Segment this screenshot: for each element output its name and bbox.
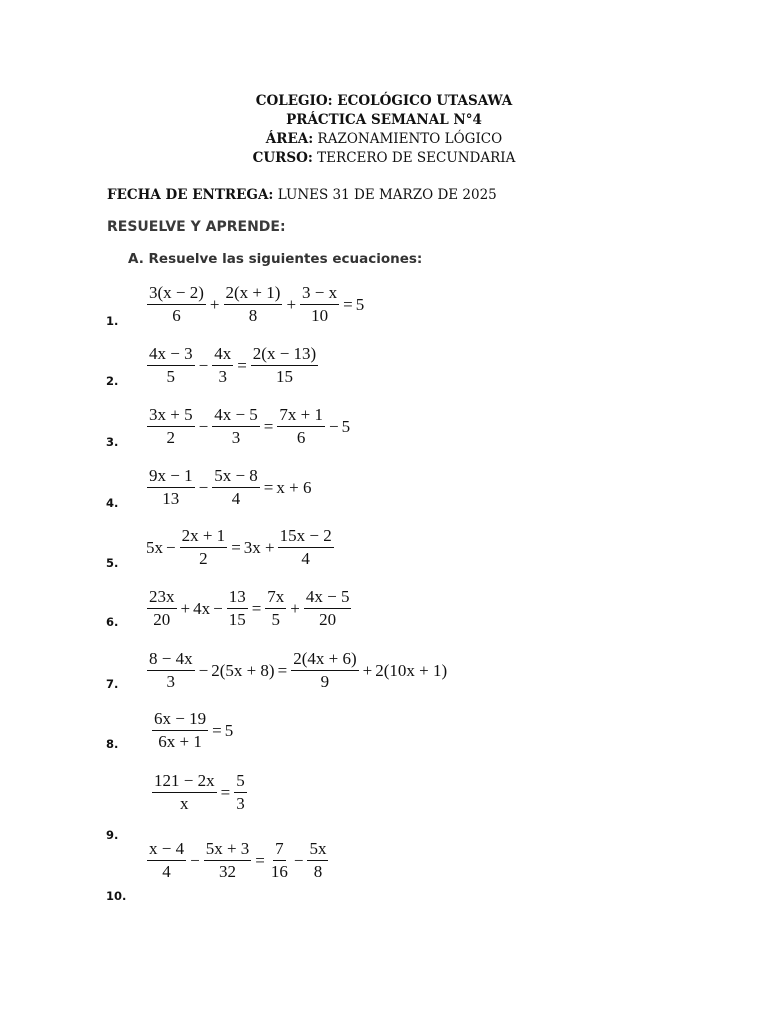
denominator: 4: [162, 862, 171, 881]
operator: =: [343, 294, 353, 314]
equation: [145, 840, 330, 881]
equation-number: 1.: [106, 314, 119, 328]
equation: [150, 710, 234, 751]
operator: −: [293, 850, 304, 870]
numerator: 6x − 19: [152, 710, 208, 731]
denominator: 3: [218, 367, 227, 386]
denominator: 2: [166, 428, 176, 447]
equation-number: 5.: [106, 556, 119, 570]
operator: +: [362, 660, 373, 680]
curso-line: [0, 149, 768, 168]
equation-number: 8.: [106, 737, 119, 751]
curso-label: CURSO:: [252, 150, 313, 166]
denominator: 9: [320, 672, 330, 691]
numerator: 2(x + 1): [224, 284, 283, 305]
operator: =: [263, 416, 274, 436]
denominator: 8: [313, 862, 323, 881]
numerator: 4x − 5: [304, 588, 352, 609]
operator: =: [251, 598, 262, 618]
equation-number: 9.: [106, 828, 119, 842]
operator: −: [166, 537, 176, 557]
fraction: [147, 650, 195, 691]
equation-number: 7.: [106, 677, 119, 691]
denominator: 5: [271, 610, 281, 629]
denominator: 6x + 1: [158, 732, 202, 751]
numerator: 13: [227, 588, 248, 609]
term: 5x: [146, 537, 163, 557]
fraction: [147, 284, 206, 325]
term: x + 6: [276, 477, 312, 497]
fraction: [265, 588, 286, 629]
term: 5: [355, 294, 365, 314]
fraction: [269, 840, 290, 881]
fraction: [212, 345, 233, 386]
operator: =: [220, 782, 231, 802]
denominator: 16: [270, 862, 288, 881]
denominator: 6: [296, 428, 306, 447]
due-date-line: [107, 187, 497, 203]
numerator: 3x + 5: [147, 406, 195, 427]
fraction: [278, 527, 334, 568]
practice-title: PRÁCTICA SEMANAL N°4: [286, 112, 482, 128]
denominator: 5: [166, 367, 176, 386]
fraction: [212, 406, 260, 447]
equation: [145, 345, 320, 386]
numerator: 3(x − 2): [147, 284, 206, 305]
denominator: 8: [248, 306, 258, 325]
numerator: 2x + 1: [180, 527, 228, 548]
numerator: 121 − 2x: [152, 772, 217, 793]
operator: +: [286, 294, 297, 314]
operator: −: [213, 598, 223, 618]
curso-value: TERCERO DE SECUNDARIA: [312, 150, 516, 166]
area-value: RAZONAMIENTO LÓGICO: [313, 131, 503, 147]
school-name: COLEGIO: ECOLÓGICO UTASAWA: [255, 93, 513, 109]
instruction-heading: RESUELVE Y APRENDE:: [107, 219, 286, 235]
denominator: 3: [231, 428, 241, 447]
area-line: [0, 130, 768, 149]
fraction: [147, 406, 195, 447]
numerator: 7: [273, 840, 286, 861]
numerator: 7x: [265, 588, 286, 609]
fraction: [277, 406, 325, 447]
operator: −: [328, 416, 339, 436]
operator: =: [263, 477, 274, 497]
numerator: 2(4x + 6): [291, 650, 358, 671]
equation-number: 2.: [106, 374, 119, 388]
numerator: 5x + 3: [204, 840, 252, 861]
numerator: 9x − 1: [147, 467, 195, 488]
fraction: [224, 284, 283, 325]
due-date-value: LUNES 31 DE MARZO DE 2025: [273, 187, 497, 203]
fraction: [304, 588, 352, 629]
denominator: 13: [162, 489, 180, 508]
denominator: 4: [231, 489, 241, 508]
denominator: 20: [319, 610, 337, 629]
denominator: 3: [236, 794, 245, 813]
fraction: [147, 345, 195, 386]
numerator: 7x + 1: [277, 406, 325, 427]
fraction: [227, 588, 248, 629]
fraction: [291, 650, 358, 691]
equation: [145, 467, 312, 508]
operator: +: [290, 598, 300, 618]
operator: =: [231, 537, 241, 557]
numerator: 15x − 2: [278, 527, 334, 548]
term: 5: [341, 416, 351, 436]
equation-number: 6.: [106, 615, 119, 629]
denominator: 15: [228, 610, 246, 629]
fraction: [212, 467, 260, 508]
denominator: x: [180, 794, 189, 813]
numerator: 4x: [212, 345, 233, 366]
fraction: [147, 467, 195, 508]
section-a-heading: A. Resuelve las siguientes ecuaciones:: [128, 251, 423, 267]
numerator: 5x − 8: [212, 467, 260, 488]
equation: [150, 772, 249, 813]
operator: −: [190, 850, 200, 870]
numerator: 3 − x: [300, 284, 339, 305]
denominator: 10: [311, 306, 329, 325]
term: 2(10x + 1): [375, 660, 448, 680]
numerator: 8 − 4x: [147, 650, 195, 671]
equation: [145, 284, 365, 325]
area-label: ÁREA:: [265, 131, 314, 147]
denominator: 15: [275, 367, 293, 386]
fraction: [147, 840, 186, 881]
equation-number: 4.: [106, 496, 119, 510]
due-date-label: FECHA DE ENTREGA:: [107, 187, 274, 203]
numerator: 2(x − 13): [251, 345, 318, 366]
denominator: 4: [301, 549, 310, 568]
fraction: [251, 345, 318, 386]
denominator: 32: [218, 862, 236, 881]
fraction: [300, 284, 339, 325]
operator: =: [277, 660, 288, 680]
operator: =: [212, 720, 222, 740]
equation-number: 10.: [106, 889, 127, 903]
numerator: 4x − 5: [212, 406, 260, 427]
fraction: [152, 772, 217, 813]
denominator: 20: [153, 610, 171, 629]
operator: −: [198, 660, 209, 680]
fraction: [147, 588, 177, 629]
numerator: 4x − 3: [147, 345, 195, 366]
fraction: [204, 840, 252, 881]
operator: =: [237, 355, 247, 375]
term: 3x +: [243, 537, 275, 557]
operator: −: [198, 416, 209, 436]
equation-number: 3.: [106, 435, 119, 449]
term: 2(5x + 8): [211, 660, 275, 680]
denominator: 2: [199, 549, 208, 568]
operator: +: [180, 598, 191, 618]
operator: −: [198, 477, 209, 497]
numerator: 23x: [147, 588, 177, 609]
term: 4x: [193, 598, 211, 618]
term: 5: [224, 720, 234, 740]
numerator: 5x: [307, 840, 328, 861]
equation: [145, 527, 336, 568]
operator: −: [198, 355, 209, 375]
numerator: 5: [234, 772, 247, 793]
equation: [145, 650, 448, 691]
operator: =: [255, 850, 265, 870]
fraction: [180, 527, 228, 568]
denominator: 3: [166, 672, 176, 691]
operator: +: [209, 294, 220, 314]
fraction: [152, 710, 208, 751]
denominator: 6: [172, 306, 181, 325]
numerator: x − 4: [147, 840, 186, 861]
fraction: [234, 772, 247, 813]
equation: [145, 406, 351, 447]
fraction: [307, 840, 328, 881]
equation: [145, 588, 353, 629]
